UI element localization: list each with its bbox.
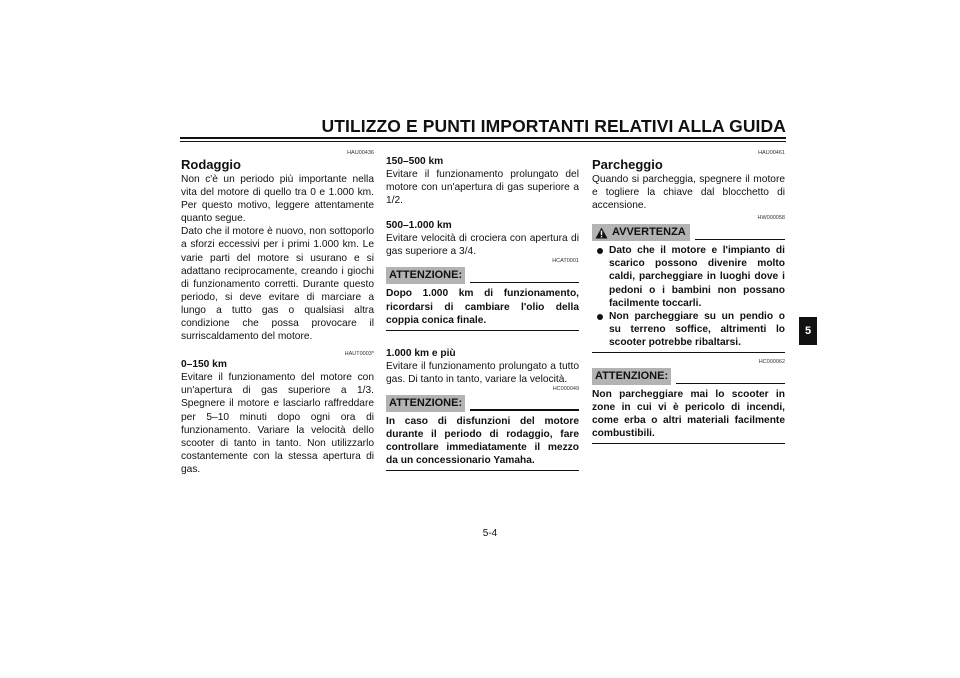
reference-code: HCAT0001 [552, 258, 579, 265]
caution-rule [470, 409, 579, 411]
caution-box [386, 395, 579, 471]
caution-text: Non parcheggiare mai lo scooter in zone in cui vi è pericolo di incendi, come erba o altri materiali facilmente combustibili. [592, 389, 785, 440]
paragraph: Evitare velocità di crociera con apertura di gas superiore a 3/4. [386, 233, 579, 258]
section-heading-parcheggio: Parcheggio [592, 157, 663, 172]
list-item: Non parcheggiare su un pendio o su terreno soffice, altrimenti lo scooter potrebbe ribaltarsi. [597, 310, 785, 349]
title-rule [180, 137, 786, 139]
reference-code: HC000062 [758, 359, 785, 366]
paragraph: Dato che il motore è nuovo, non sottoporlo a sforzi eccessivi per i primi 1.000 km. Le varie parti del motore si usurano e si adattano reciprocamente, creando i giochi di funzionamento corretti. Durante questo periodo, si deve evitare di marciare a lungo a tutto gas o qualsiasi altra condizione che possa provocare il surriscaldamento del motore. [181, 226, 374, 343]
page-title: UTILIZZO E PUNTI IMPORTANTI RELATIVI ALLA GUIDA [321, 116, 786, 136]
warning-rule [695, 239, 785, 241]
column-3 [592, 150, 785, 444]
paragraph: Evitare il funzionamento prolungato del motore con un'apertura di gas superiore a 1/2. [386, 169, 579, 207]
column-1 [181, 150, 374, 476]
subheading-500-1000-km: 500–1.000 km [386, 220, 452, 232]
warning-label-text: AVVERTENZA [612, 226, 686, 239]
warning-triangle-icon [595, 227, 608, 239]
list-item: Dato che il motore e l'impianto di scarico possono divenire molto caldi, parcheggiare in luoghi dove i pedoni o i bambini non possano facilmente toccarli. [597, 244, 785, 309]
paragraph: Non c'è un periodo più importante nella vita del motore di quello tra 0 e 1.000 km. Per questo motivo, leggere attentamente quanto segue. [181, 174, 374, 225]
reference-code: HAUT0003* [344, 351, 374, 358]
paragraph: Evitare il funzionamento prolungato a tutto gas. Di tanto in tanto, variare la velocità. [386, 360, 579, 385]
caution-box [386, 267, 579, 330]
reference-code: HAU00461 [758, 150, 785, 156]
subheading-150-500-km: 150–500 km [386, 156, 444, 167]
caution-box [592, 368, 785, 444]
title-rule-thin [180, 141, 786, 142]
paragraph: Evitare il funzionamento del motore con un'apertura di gas superiore a 1/3. Spegnere il motore e lasciarlo raffreddare per 5–10 minuti dopo ogni ora di funzionamento. Variare la velocità dello scooter di tanto in tanto. Non utilizzarlo costantemente con la stessa apertura di gas. [181, 372, 374, 475]
caution-label: ATTENZIONE: [386, 267, 465, 284]
section-heading-rodaggio: Rodaggio [181, 157, 241, 172]
warning-label [592, 224, 690, 241]
caution-rule [676, 383, 785, 385]
subheading-1000-km-plus: 1.000 km e più [386, 347, 456, 359]
warning-box [592, 224, 785, 353]
caution-text: In caso di disfunzioni del motore durante il periodo di rodaggio, fare controllare immediatamente il mezzo da un concessionario Yamaha. [386, 415, 579, 467]
caution-label: ATTENZIONE: [592, 368, 671, 385]
reference-code: HC000049 [552, 385, 579, 392]
page-number: 5-4 [482, 528, 498, 539]
subheading-0-150-km: 0–150 km [181, 359, 227, 371]
caution-label: ATTENZIONE: [386, 395, 465, 412]
reference-code: HAU00436 [347, 150, 374, 156]
paragraph: Quando si parcheggia, spegnere il motore e togliere la chiave dal blocchetto di accensione. [592, 174, 785, 212]
chapter-tab: 5 [799, 317, 817, 345]
bullet-dot-icon [597, 314, 603, 320]
caution-text: Dopo 1.000 km di funzionamento, ricordarsi di cambiare l'olio della coppia conica finale. [386, 288, 579, 326]
bullet-dot-icon [597, 248, 603, 254]
column-2 [386, 150, 579, 471]
caution-rule [470, 282, 579, 284]
reference-code: HW000058 [757, 215, 785, 222]
